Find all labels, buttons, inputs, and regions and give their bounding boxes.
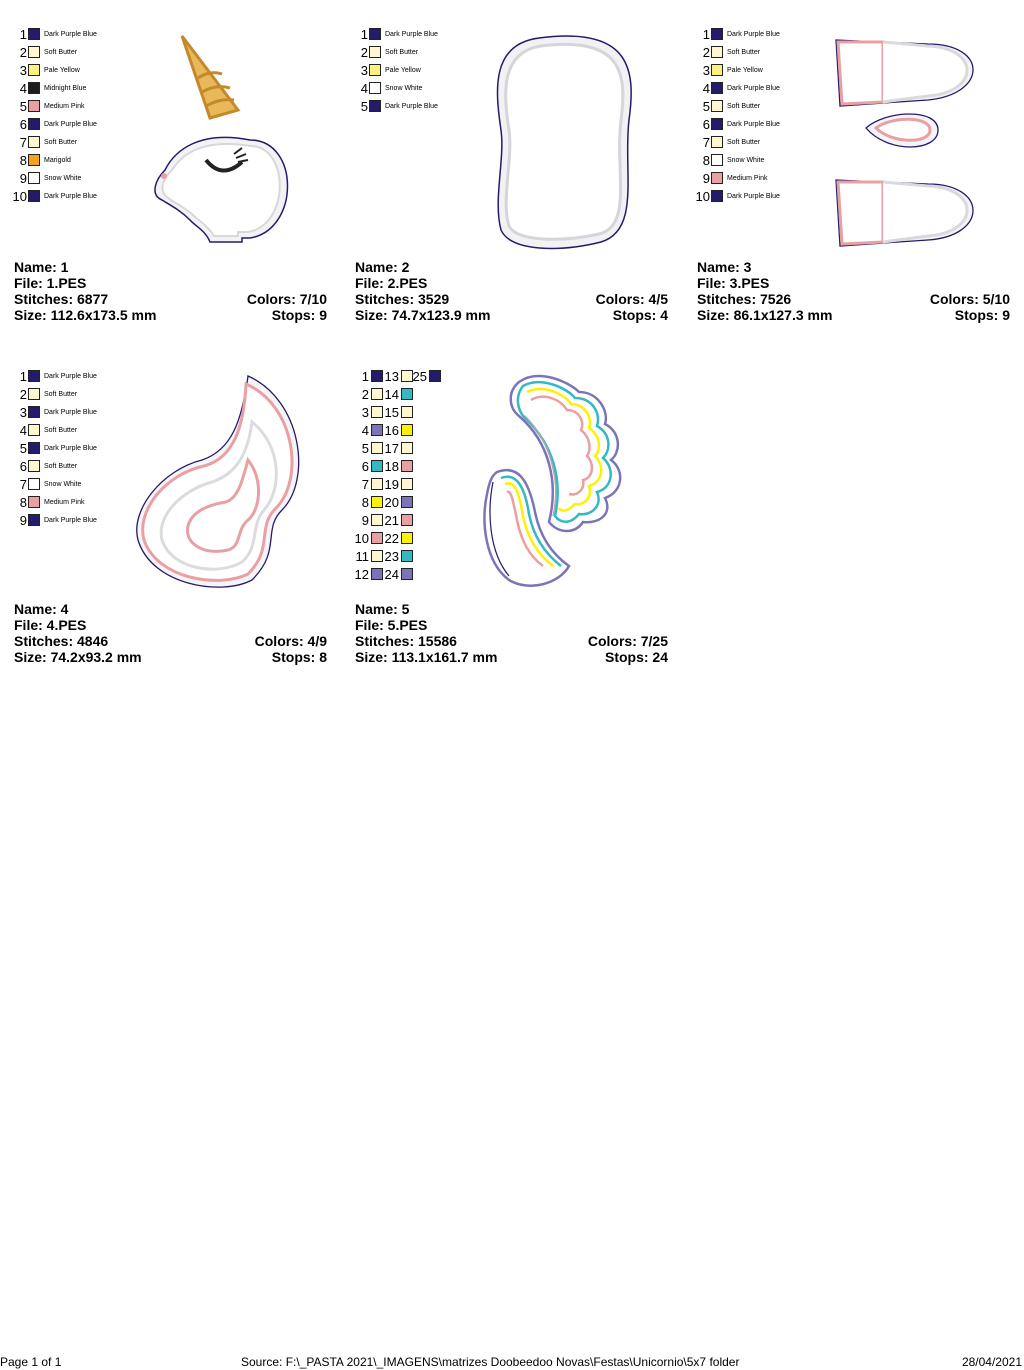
color-swatch: [401, 496, 413, 508]
legend-number: 4: [19, 423, 27, 438]
legend-number: 19: [384, 477, 399, 492]
legend-row: [341, 44, 461, 62]
color-swatch: [401, 550, 413, 562]
legend-row: [0, 188, 120, 206]
design-info: [14, 259, 327, 323]
legend-row: [683, 170, 803, 188]
legend-number: 15: [384, 405, 399, 420]
legend-number: 12: [354, 567, 369, 582]
stitch-count: Stitches: 3529: [355, 291, 450, 307]
color-swatch: [401, 460, 413, 472]
legend-number: 1: [360, 27, 368, 42]
color-swatch: [371, 568, 383, 580]
color-swatch: [28, 154, 40, 166]
legend-number: 6: [361, 459, 369, 474]
legend-number: 3: [702, 63, 710, 78]
legend-number: 6: [19, 459, 27, 474]
design-size: Size: 86.1x127.3 mm: [697, 307, 833, 323]
legend-number: 21: [384, 513, 399, 528]
color-swatch: [28, 82, 40, 94]
legend-color-name: Dark Purple Blue: [727, 85, 780, 92]
legend-row: [0, 170, 120, 188]
legend-number: 8: [361, 495, 369, 510]
legend-number: 7: [19, 135, 27, 150]
design-card-1: [0, 26, 327, 346]
legend-row: [341, 80, 461, 98]
legend-cell: [341, 530, 383, 548]
legend-color-name: Snow White: [727, 157, 765, 164]
color-swatch: [401, 478, 413, 490]
stitch-count: Stitches: 7526: [697, 291, 792, 307]
legend-cell: [341, 422, 383, 440]
legend-color-name: Midnight Blue: [44, 85, 87, 92]
legend-row: [0, 368, 120, 386]
legend-number: 9: [702, 171, 710, 186]
legend-cell: [383, 458, 413, 476]
design-file: File: 2.PES: [355, 275, 428, 291]
legend-number: 23: [384, 549, 399, 564]
legend-number: 1: [361, 369, 369, 384]
legend-number: 18: [384, 459, 399, 474]
color-count: Colors: 7/25: [587, 633, 668, 649]
legend-color-name: Dark Purple Blue: [44, 31, 97, 38]
stitch-count: Stitches: 4846: [14, 633, 109, 649]
design-card-3: [683, 26, 1010, 346]
legend-row: [683, 44, 803, 62]
legend-row: [683, 26, 803, 44]
color-swatch: [371, 514, 383, 526]
color-swatch: [369, 100, 381, 112]
legend-cell: [383, 512, 413, 530]
design-info: [355, 601, 668, 665]
legend-number: 5: [361, 441, 369, 456]
legend-color-name: Snow White: [44, 481, 82, 488]
color-swatch: [371, 370, 383, 382]
legend-cell: [383, 476, 413, 494]
design-info: [14, 601, 327, 665]
color-swatch: [28, 460, 40, 472]
color-swatch: [711, 82, 723, 94]
design-file: File: 5.PES: [355, 617, 428, 633]
legend-row: [683, 134, 803, 152]
design-card-4: [0, 368, 327, 688]
legend-color-name: Soft Butter: [727, 103, 761, 110]
color-swatch: [28, 424, 40, 436]
legend-cell: [383, 422, 413, 440]
legend-color-name: Pale Yellow: [727, 67, 763, 74]
legend-row: [341, 98, 461, 116]
legend-color-name: Dark Purple Blue: [44, 193, 97, 200]
legend-cell: [383, 386, 413, 404]
legend-color-name: Soft Butter: [727, 49, 761, 56]
color-swatch: [401, 424, 413, 436]
legend-number: 17: [384, 441, 399, 456]
legend-color-name: Dark Purple Blue: [385, 31, 438, 38]
legend-cell: [341, 368, 383, 386]
legend-number: 24: [384, 567, 399, 582]
legend-cell: [383, 368, 413, 386]
design-file: File: 4.PES: [14, 617, 87, 633]
color-swatch: [711, 154, 723, 166]
legend-row: [0, 422, 120, 440]
legend-number: 3: [360, 63, 368, 78]
legend-number: 6: [702, 117, 710, 132]
color-swatch: [711, 118, 723, 130]
legend-number: 2: [19, 387, 27, 402]
color-swatch: [369, 46, 381, 58]
color-swatch: [369, 64, 381, 76]
legend-row: [0, 98, 120, 116]
legend-number: 3: [361, 405, 369, 420]
color-swatch: [711, 136, 723, 148]
legend-color-name: Medium Pink: [44, 103, 85, 110]
color-swatch: [711, 46, 723, 58]
legend-row: [0, 62, 120, 80]
legend-number: 2: [361, 387, 369, 402]
legend-color-name: Medium Pink: [44, 499, 85, 506]
legend-color-name: Dark Purple Blue: [727, 193, 780, 200]
color-swatch: [429, 370, 441, 382]
legend-cell: [341, 404, 383, 422]
color-swatch: [371, 442, 383, 454]
legend-color-name: Soft Butter: [727, 139, 761, 146]
color-swatch: [28, 100, 40, 112]
legend-row: [0, 386, 120, 404]
color-swatch: [369, 28, 381, 40]
legend-number: 1: [702, 27, 710, 42]
legend-number: 3: [19, 63, 27, 78]
legend-row: [683, 80, 803, 98]
color-swatch: [28, 388, 40, 400]
color-swatch: [369, 82, 381, 94]
color-swatch: [401, 370, 413, 382]
legend-row: [683, 98, 803, 116]
legend-number: 4: [360, 81, 368, 96]
legend-cell: [341, 458, 383, 476]
design-name: Name: 1: [14, 259, 69, 275]
legend-number: 2: [19, 45, 27, 60]
unicorn-head-design-preview: [150, 30, 300, 250]
color-swatch: [711, 28, 723, 40]
legend-number: 10: [354, 531, 369, 546]
legend-cell: [341, 494, 383, 512]
design-name: Name: 5: [355, 601, 410, 617]
legend-color-name: Medium Pink: [727, 175, 768, 182]
color-swatch: [371, 388, 383, 400]
legend-color-name: Dark Purple Blue: [44, 517, 97, 524]
body-patch-design-preview: [491, 30, 641, 250]
legend-number: 5: [19, 99, 27, 114]
legend-number: 6: [19, 117, 27, 132]
legend-row: [0, 116, 120, 134]
stop-count: Stops: 8: [271, 649, 327, 665]
color-swatch: [28, 28, 40, 40]
legend-number: 10: [695, 189, 710, 204]
legend-number: 9: [19, 513, 27, 528]
design-card-5: [341, 368, 668, 688]
stop-count: Stops: 24: [604, 649, 668, 665]
legend-cell: [341, 386, 383, 404]
legend-number: 5: [19, 441, 27, 456]
legend-number: 7: [702, 135, 710, 150]
legend-color-name: Dark Purple Blue: [44, 373, 97, 380]
color-swatch: [711, 190, 723, 202]
color-swatch: [28, 172, 40, 184]
design-file: File: 3.PES: [697, 275, 770, 291]
legend-cell: [341, 476, 383, 494]
legend-row: [0, 494, 120, 512]
legend-number: 4: [19, 81, 27, 96]
legend-number: 10: [12, 189, 27, 204]
legend-row: [0, 134, 120, 152]
legend-number: 7: [361, 477, 369, 492]
stop-count: Stops: 9: [271, 307, 327, 323]
legend-row: [683, 188, 803, 206]
legend-color-name: Soft Butter: [44, 139, 78, 146]
design-card-2: [341, 26, 668, 346]
legend-number: 11: [355, 549, 369, 564]
legend-cell: [383, 494, 413, 512]
color-swatch: [28, 496, 40, 508]
legend-color-name: Soft Butter: [44, 391, 78, 398]
color-count: Colors: 5/10: [929, 291, 1010, 307]
legend-number: 5: [360, 99, 368, 114]
color-swatch: [401, 568, 413, 580]
color-swatch: [28, 406, 40, 418]
legend-number: 20: [384, 495, 399, 510]
color-swatch: [371, 550, 383, 562]
color-swatch: [401, 388, 413, 400]
legend-row: [0, 440, 120, 458]
legend-row: [0, 404, 120, 422]
legend-row: [0, 44, 120, 62]
color-swatch: [711, 100, 723, 112]
legend-cell: [341, 566, 383, 584]
legend-row: [0, 512, 120, 530]
legend-row: [683, 62, 803, 80]
legend-row: [0, 80, 120, 98]
color-swatch: [28, 478, 40, 490]
legend-row: [341, 62, 461, 80]
legend-row: [0, 26, 120, 44]
color-swatch: [28, 190, 40, 202]
stop-count: Stops: 9: [954, 307, 1010, 323]
color-swatch: [371, 460, 383, 472]
color-swatch: [28, 370, 40, 382]
legend-number: 16: [384, 423, 399, 438]
legend-row: [683, 152, 803, 170]
legend-color-name: Pale Yellow: [385, 67, 421, 74]
legend-color-name: Soft Butter: [44, 49, 78, 56]
legend-number: 13: [384, 369, 399, 384]
legend-cell: [341, 440, 383, 458]
legend-cell: [383, 404, 413, 422]
legend-cell: [383, 530, 413, 548]
stitch-count: Stitches: 15586: [355, 633, 457, 649]
stitch-count: Stitches: 6877: [14, 291, 109, 307]
print-date: 28/04/2021: [961, 1355, 1022, 1369]
legend-number: 4: [361, 423, 369, 438]
legend-cell: [341, 512, 383, 530]
legend-color-name: Dark Purple Blue: [385, 103, 438, 110]
legend-color-name: Soft Butter: [44, 427, 78, 434]
legend-cell: [383, 548, 413, 566]
legend-color-name: Snow White: [44, 175, 82, 182]
color-swatch: [28, 136, 40, 148]
legend-row: [0, 458, 120, 476]
color-swatch: [28, 442, 40, 454]
legend-number: 3: [19, 405, 27, 420]
design-size: Size: 74.2x93.2 mm: [14, 649, 142, 665]
legend-number: 7: [19, 477, 27, 492]
legend-number: 8: [702, 153, 710, 168]
legend-row: [683, 116, 803, 134]
color-swatch: [711, 64, 723, 76]
legend-number: 4: [702, 81, 710, 96]
legs-design-preview: [828, 30, 983, 250]
design-size: Size: 74.7x123.9 mm: [355, 307, 491, 323]
color-swatch: [371, 406, 383, 418]
legend-row: [341, 26, 461, 44]
design-size: Size: 113.1x161.7 mm: [355, 649, 498, 665]
legend-color-name: Dark Purple Blue: [727, 31, 780, 38]
color-swatch: [28, 64, 40, 76]
legend-color-name: Dark Purple Blue: [44, 121, 97, 128]
legend-color-name: Dark Purple Blue: [727, 121, 780, 128]
design-name: Name: 4: [14, 601, 69, 617]
legend-row: [0, 476, 120, 494]
legend-color-name: Dark Purple Blue: [44, 445, 97, 452]
legend-color-name: Marigold: [44, 157, 71, 164]
legend-number: 5: [702, 99, 710, 114]
color-swatch: [28, 514, 40, 526]
legend-number: 8: [19, 153, 27, 168]
legend-number: 22: [384, 531, 399, 546]
color-swatch: [401, 514, 413, 526]
page-number: Page 1 of 1: [0, 1355, 62, 1369]
legend-cell: [413, 368, 441, 386]
color-swatch: [371, 496, 383, 508]
color-swatch: [371, 532, 383, 544]
legend-number: 2: [360, 45, 368, 60]
legend-color-name: Pale Yellow: [44, 67, 80, 74]
design-info: [355, 259, 668, 323]
color-swatch: [401, 442, 413, 454]
legend-color-name: Dark Purple Blue: [44, 409, 97, 416]
legend-number: 9: [19, 171, 27, 186]
wing-design-preview: [132, 370, 312, 592]
design-size: Size: 112.6x173.5 mm: [14, 307, 157, 323]
design-file: File: 1.PES: [14, 275, 87, 291]
color-swatch: [371, 478, 383, 490]
legend-number: 25: [412, 369, 427, 384]
legend-cell: [341, 548, 383, 566]
stop-count: Stops: 4: [612, 307, 668, 323]
legend-number: 1: [19, 369, 27, 384]
legend-number: 14: [384, 387, 399, 402]
design-info: [697, 259, 1010, 323]
color-swatch: [401, 406, 413, 418]
design-name: Name: 2: [355, 259, 410, 275]
legend-number: 1: [19, 27, 27, 42]
color-count: Colors: 7/10: [246, 291, 327, 307]
color-swatch: [371, 424, 383, 436]
color-count: Colors: 4/5: [595, 291, 668, 307]
color-swatch: [401, 532, 413, 544]
mane-and-tail-design-preview: [479, 372, 644, 594]
legend-color-name: Soft Butter: [44, 463, 78, 470]
legend-color-name: Snow White: [385, 85, 423, 92]
legend-cell: [383, 566, 413, 584]
color-swatch: [28, 118, 40, 130]
legend-number: 8: [19, 495, 27, 510]
color-swatch: [711, 172, 723, 184]
legend-number: 2: [702, 45, 710, 60]
source-path: Source: F:\_PASTA 2021\_IMAGENS\matrizes Doobeedoo Novas\Festas\Unicornio\5x7 folder: [241, 1355, 740, 1369]
color-swatch: [28, 46, 40, 58]
legend-color-name: Soft Butter: [385, 49, 419, 56]
design-name: Name: 3: [697, 259, 752, 275]
color-count: Colors: 4/9: [254, 633, 327, 649]
legend-number: 9: [361, 513, 369, 528]
legend-cell: [383, 440, 413, 458]
legend-row: [0, 152, 120, 170]
